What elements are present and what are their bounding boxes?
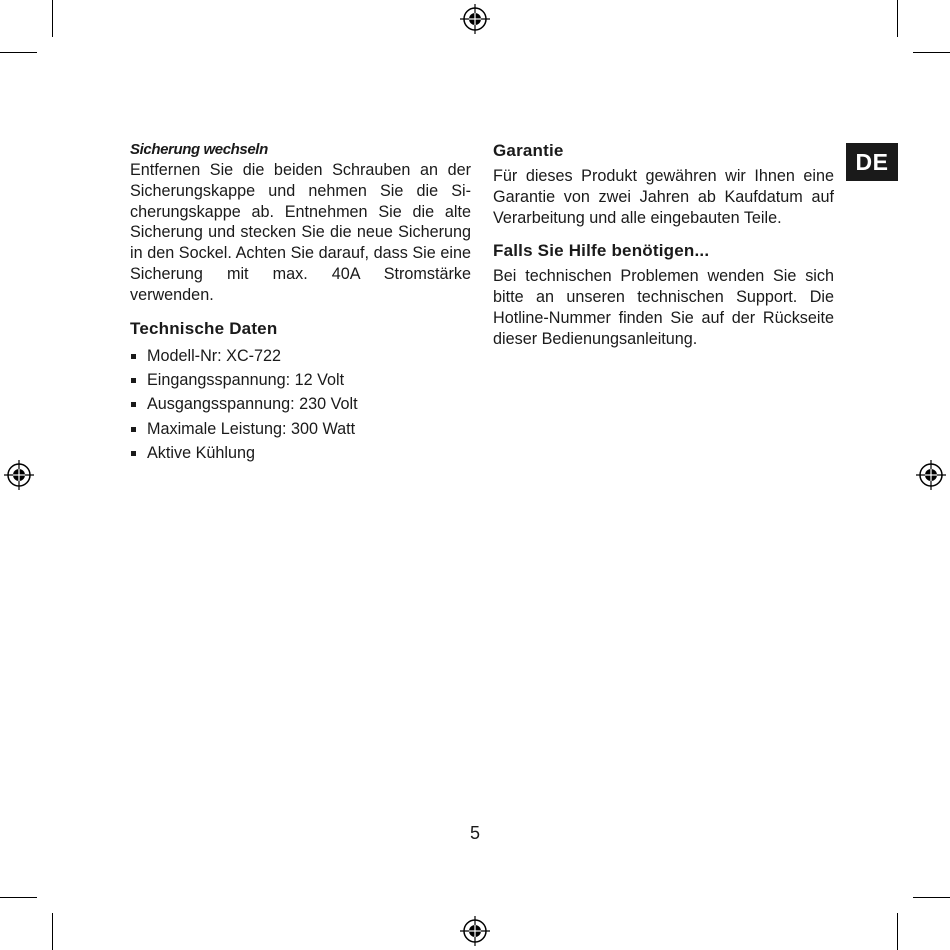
tech-data-heading: Technische Daten [130,318,278,338]
bullet-icon [131,378,136,383]
left-column [130,140,471,466]
spec-item [130,344,471,368]
bullet-icon [131,402,136,407]
crop-mark [897,0,898,37]
crop-mark [913,52,950,53]
spec-item [130,368,471,392]
bullet-icon [131,427,136,432]
registration-mark-icon [915,459,947,491]
spec-text: Maximale Leistung: 300 Watt [147,419,356,438]
fuse-heading: Sicherung wechseln [130,141,268,158]
spec-item [130,417,471,441]
crop-mark [52,0,53,37]
crop-mark [52,913,53,950]
crop-mark [0,52,37,53]
right-column [493,140,834,350]
registration-mark-icon [459,915,491,947]
spec-item [130,392,471,416]
fuse-paragraph: Entfernen Sie die beiden Schrauben an der Sicherungskappe und nehmen Sie die Sicherungskappe ab. Entnehmen Sie die alte Sicherung und stecken Sie die neue Sicherung in den Sockel. Achten Sie darauf, dass Sie eine Sicherung mit max. 40A Stromstärke verwenden. [130,161,471,304]
warranty-paragraph: Für dieses Produkt gewähren wir Ihnen eine Garantie von zwei Jahren ab Kaufdatum auf Verarbeitung und alle eingebauten Teile. [493,167,834,227]
spec-text: Aktive Kühlung [147,444,255,463]
spec-text: Ausgangsspannung: 230 Volt [147,395,358,414]
spec-item [130,441,471,465]
spec-text: Eingangsspannung: 12 Volt [147,370,345,389]
crop-mark [0,897,37,898]
page-number: 5 [469,823,480,843]
bullet-icon [131,451,136,456]
crop-mark [913,897,950,898]
warranty-heading: Garantie [493,141,564,160]
spec-list [130,344,471,466]
registration-mark-icon [3,459,35,491]
help-heading: Falls Sie Hilfe benötigen... [493,241,710,261]
language-badge: DE [846,143,898,181]
spec-text: Modell-Nr: XC-722 [147,346,282,365]
bullet-icon [131,354,136,359]
registration-mark-icon [459,3,491,35]
help-paragraph: Bei technischen Problemen wenden Sie sich bitte an unseren technischen Support. Die Hotline-Nummer finden Sie auf der Rückseite dieser Bedienungsanleitung. [493,267,834,348]
crop-mark [897,913,898,950]
